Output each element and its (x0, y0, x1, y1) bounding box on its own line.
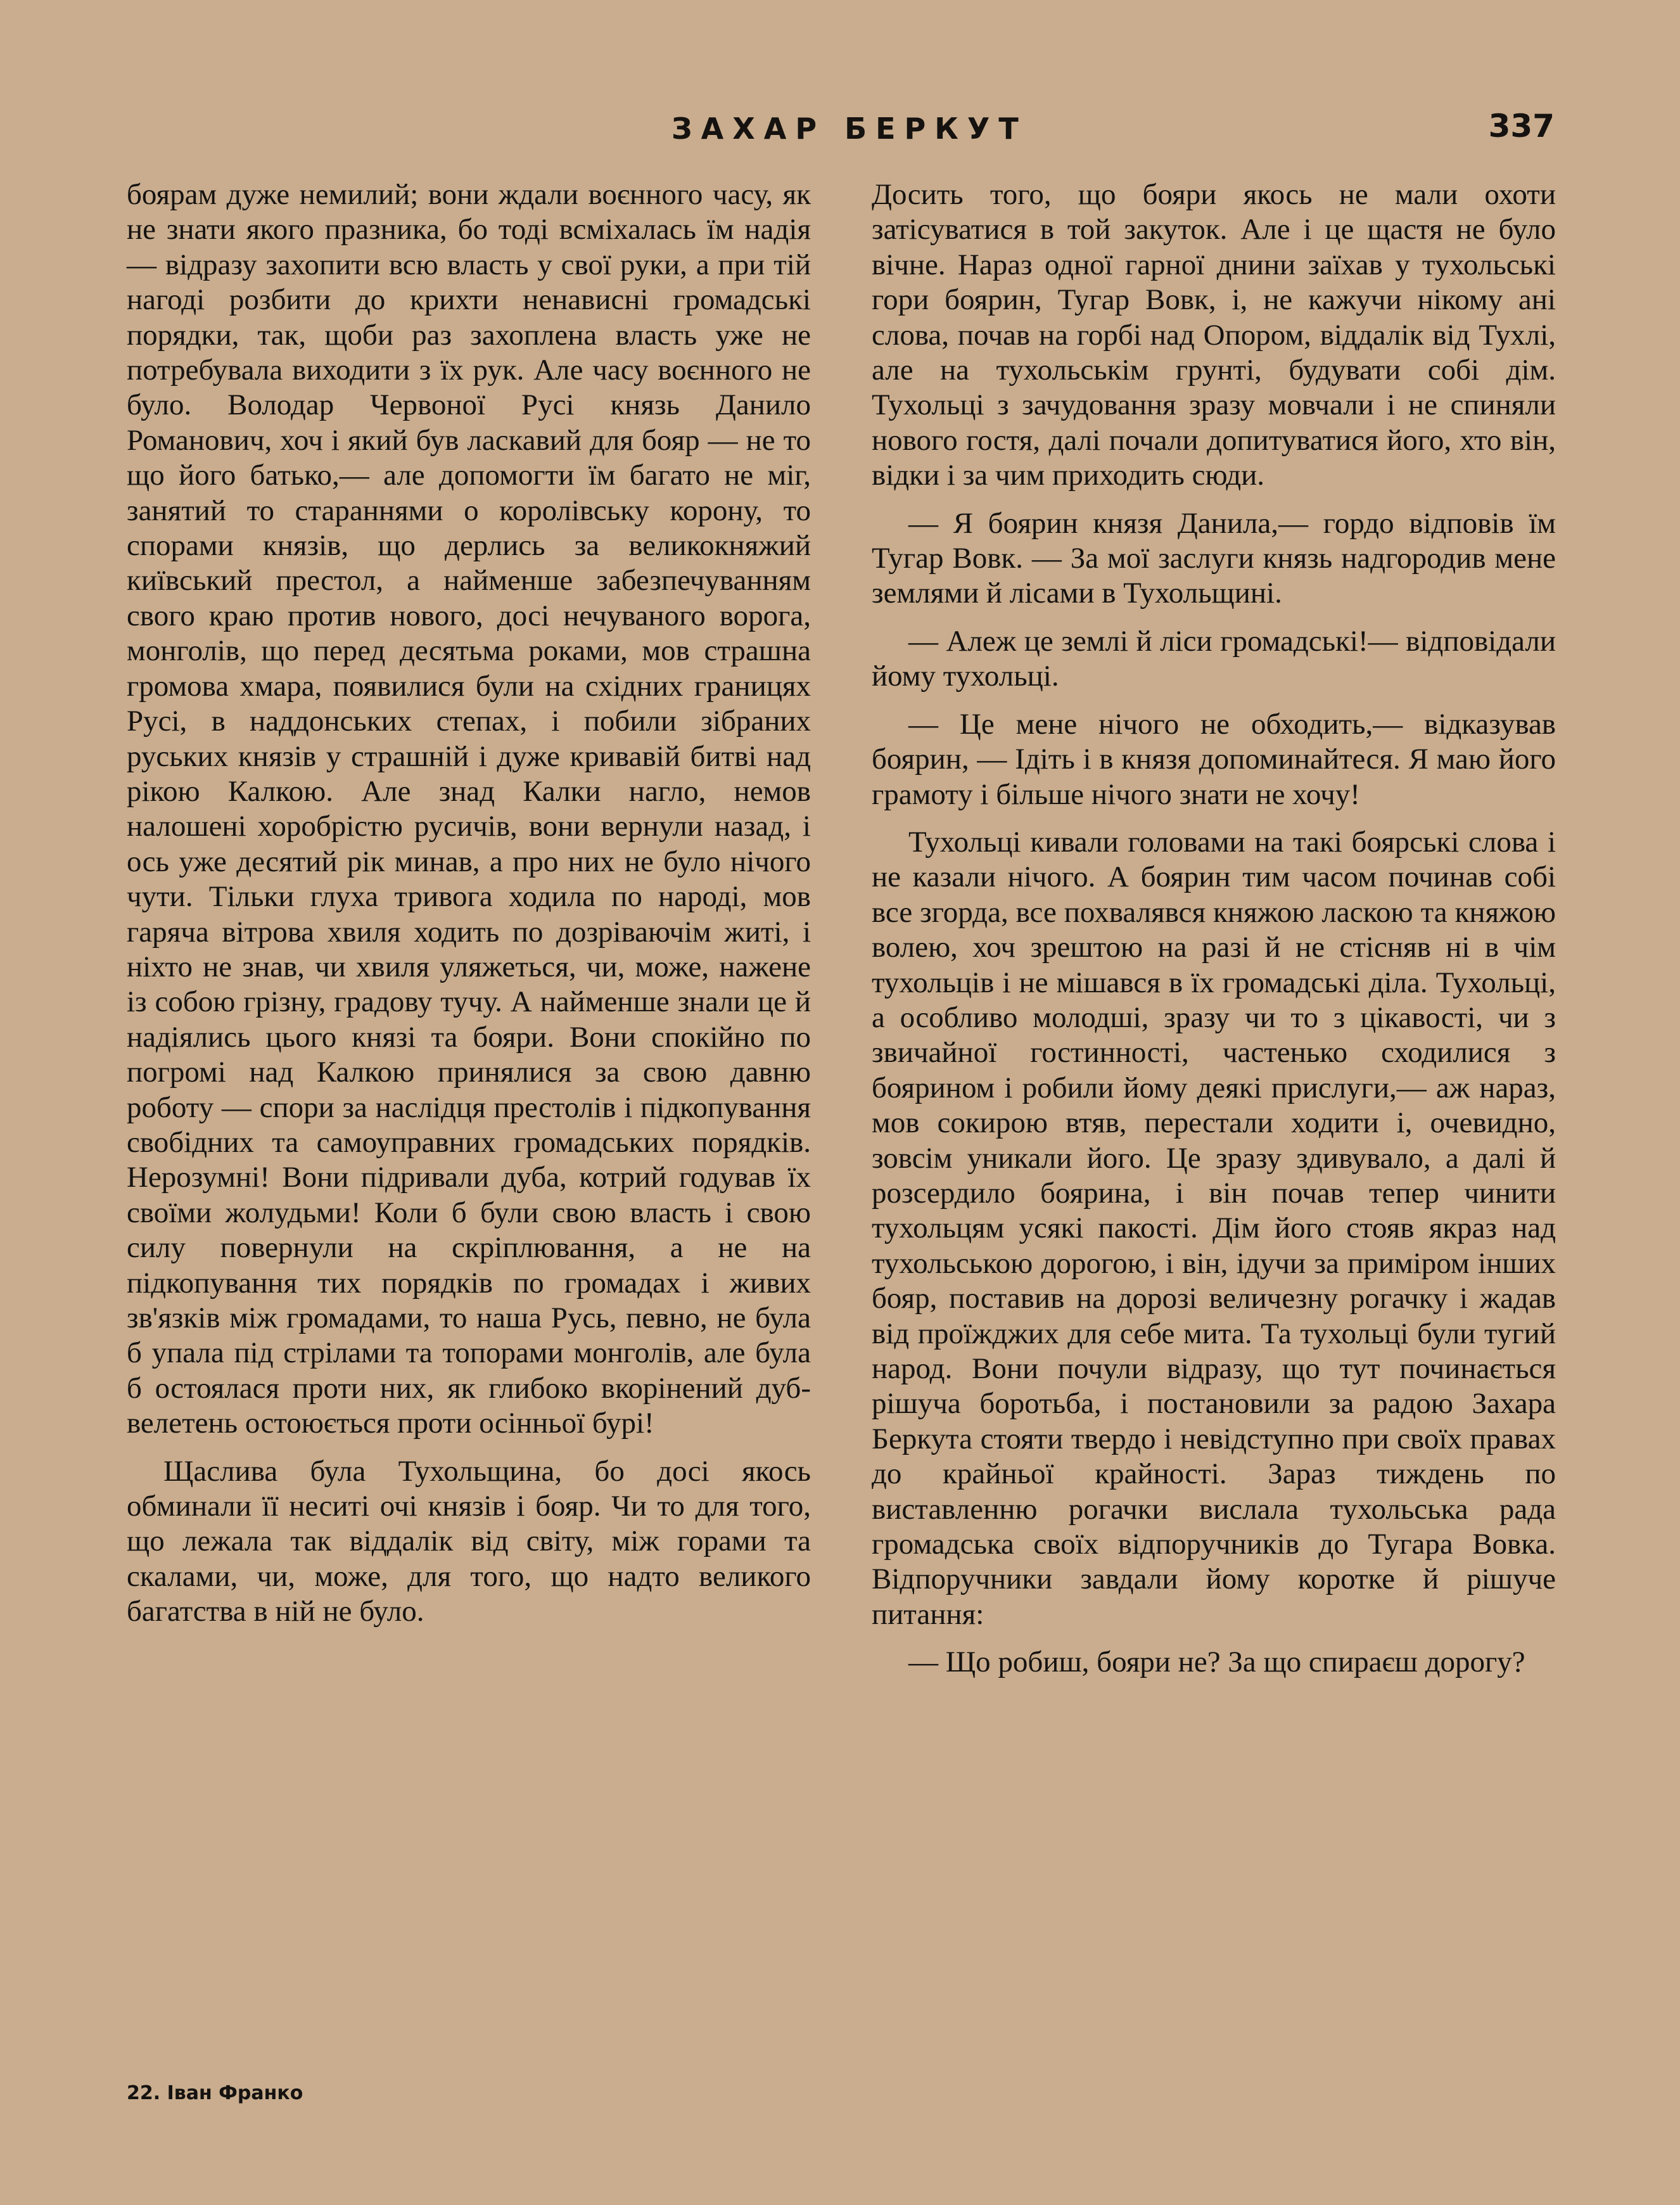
paragraph: боярам дуже немилий; вони ждали воєнного часу, як не знати якого празника, бо тоді всміхалась їм надія — відразу захопити всю власть у свої руки, а при тій нагоді розбити до крихти ненависні громадські порядки, так, щоби раз захоплена власть уже не потребувала виходити з їх рук. Але часу воєнного не було. Володар Червоної Русі князь Данило Романович, хоч і який був ласкавий для бояр — не то що його батько,— але допомогти їм багато не міг, занятий то стараннями о королівську корону, то спорами князів, що дерлись за великокняжий київський престол, а найменше забезпечуванням свого краю против нового, досі нечуваного ворога, монголів, що перед десятьма роками, мов страшна громова хмара, появилися були на східних границях Русі, в наддонських степах, і побили зібраних руських князів у страшній і дуже кривавій битві над рікою Калкою. Але знад Калки нагло, немов налошені хоробрістю русичів, вони вернули назад, і ось уже десятий рік минав, а про них не було нічого чути. Тільки глуха тривога ходила по народі, мов гаряча вітрова хвиля ходить по дозріваючім житі, і ніхто не знав, чи хвиля уляжеться, чи, може, наженe із собою грізну, градову тучу. А найменше знали це й надіялись цього князі та бояри. Вони спокійно по погромі над Калкою принялися за свою давню роботу — спори за наслідця престолів і підкопування свобідних та самоуправних громадських порядків. Нерозумні! Вони підривали дуба, котрий годував їх своїми жолудьми! Коли б були свою власть і свою силу повернули на скріплювання, а не на підкопування тих порядків по громадах і живих зв'язків між громадами, то наша Русь, певно, не була б упала під стрілами та топорами монголів, але була б остоялася проти них, як глибоко вкорінений дуб-велетень остоюється проти осінньої бурі! (127, 178, 811, 1440)
running-header-title: ЗАХАР БЕРКУТ (671, 112, 1028, 146)
paragraph: Досить того, що бояри якось не мали охоти затісуватися в той закуток. Але і це щастя не було вічне. Нараз одної гарної днини заїхав у тухольські гори боярин, Тугар Вовк, і, не кажучи нікому ані слова, почав на горбі над Опором, віддалік від Тухлі, але на тухольськім грунті, будувати собі дім. Тухольці з зачудовання зразу мовчали і не спиняли нового гостя, далі почали допитуватися його, хто він, відки і за чим приходить сюди. (872, 178, 1556, 492)
right-text-column (872, 177, 1556, 1693)
paragraph: — Що робиш, бояри не? За що спираєш дорогу? (908, 1646, 1525, 1679)
paragraph: — Я боярин князя Данила,— гордо відповів їм Тугар Вовк. — За мої заслуги князь надгородив мене землями й лісами в Тухольщині. (872, 506, 1556, 610)
page-number: 337 (1488, 108, 1555, 144)
paragraph: Тухольці кивали головами на такі боярські слова і не казали нічого. А боярин тим часом починав собі все згорда, все похвалявся княжою ласкою та княжою волею, хоч зрештою на разі й не стісняв ні в чім тухольців і не мішався в їх громадські діла. Тухольці, а особливо молодші, зразу чи то з цікавості, чи з звичайної гостинності, частенько сходилися з боярином і робили йому деякі прислуги,— аж нараз, мов сокирою втяв, перестали ходити і, очевидно, зовсім уникали його. Це зразу здивувало, а далі й розсердило боярина, і він почав тепер чинити тухольцям усякі пакості. Дім його стояв якраз над тухольською дорогою, і він, ідучи за приміром інших бояр, поставив на дорозі величезну рогачку і жадав від проїжджих для себе мита. Та тухольці були тугий народ. Вони почули відразу, що тут починається рішуча боротьба, і постановили за радою Захара Беркута стояти твердо і невідступно при своїх правах до крайньої крайності. Зараз тиждень по виставленню рогачки вислала тухольська рада громадська своїх відпоручників до Тугара Вовка. Відпоручники завдали йому коротке й рішуче питання: (872, 825, 1556, 1631)
paragraph: Щаслива була Тухольщина, бо досі якось обминали її неситі очі князів і бояр. Чи то для того, що лежала так віддалік від світу, між горами та скалами, чи, може, для того, що надто великого багатства в ній не було. (127, 1454, 811, 1628)
printer-signature: 22. Іван Франко (127, 2082, 303, 2104)
paragraph: — Алеж це землі й ліси громадські!— відповідали йому тухольці. (872, 624, 1556, 693)
left-text-column (127, 177, 811, 1642)
paragraph: — Це мене нічого не обходить,— відказував боярин, — Ідіть і в князя допоминайтеся. Я маю його грамоту і більше нічого знати не хочу! (872, 707, 1556, 811)
